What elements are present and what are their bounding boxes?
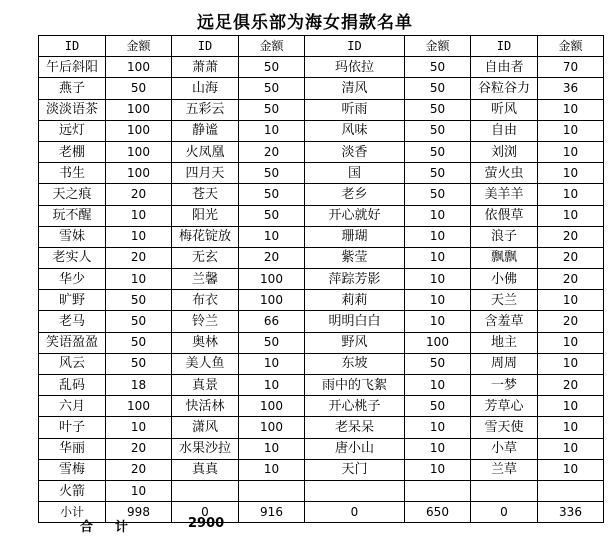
- id-cell: 老呆呆: [305, 417, 405, 438]
- id-cell: 自由: [471, 120, 538, 141]
- table-row: [39, 417, 604, 438]
- amount-cell: 20: [239, 141, 305, 162]
- id-cell: 梅花锭放: [172, 226, 239, 247]
- header-id: ID: [39, 36, 106, 57]
- id-cell: 周周: [471, 353, 538, 374]
- amount-cell: 10: [239, 353, 305, 374]
- table-row: [39, 480, 604, 501]
- id-cell: 依偎草: [471, 205, 538, 226]
- id-cell: 美羊羊: [471, 184, 538, 205]
- id-cell: 野风: [305, 332, 405, 353]
- amount-cell: 100: [239, 396, 305, 417]
- id-cell: 小计: [39, 502, 106, 523]
- amount-cell: 10: [538, 417, 604, 438]
- amount-cell: 10: [538, 205, 604, 226]
- amount-cell: 10: [405, 226, 471, 247]
- id-cell: 萤火虫: [471, 163, 538, 184]
- amount-cell: [538, 480, 604, 501]
- id-cell: 无玄: [172, 247, 239, 268]
- id-cell: 六月: [39, 396, 106, 417]
- id-cell: 紫莹: [305, 247, 405, 268]
- id-cell: 华丽: [39, 438, 106, 459]
- amount-cell: 10: [538, 459, 604, 480]
- table-row: [39, 141, 604, 162]
- amount-cell: 20: [538, 226, 604, 247]
- id-cell: 风云: [39, 353, 106, 374]
- amount-cell: 916: [239, 502, 305, 523]
- header-id: ID: [172, 36, 239, 57]
- id-cell: 小佛: [471, 269, 538, 290]
- amount-cell: 10: [405, 438, 471, 459]
- id-cell: 谷粒谷力: [471, 78, 538, 99]
- total-label: 合计: [80, 520, 151, 535]
- id-cell: 小草: [471, 438, 538, 459]
- amount-cell: 10: [538, 99, 604, 120]
- amount-cell: 50: [106, 311, 172, 332]
- amount-cell: 20: [106, 184, 172, 205]
- amount-cell: 998: [106, 502, 172, 523]
- amount-cell: 10: [106, 480, 172, 501]
- id-cell: 苍天: [172, 184, 239, 205]
- id-cell: 含羞草: [471, 311, 538, 332]
- amount-cell: 50: [239, 184, 305, 205]
- id-cell: 奥林: [172, 332, 239, 353]
- id-cell: 0: [471, 502, 538, 523]
- amount-cell: 50: [239, 163, 305, 184]
- amount-cell: 10: [538, 438, 604, 459]
- header-amount: 金额: [538, 36, 604, 57]
- amount-cell: 10: [538, 396, 604, 417]
- id-cell: 莉莉: [305, 290, 405, 311]
- table-row: [39, 290, 604, 311]
- amount-cell: 50: [405, 57, 471, 78]
- id-cell: 雪梅: [39, 459, 106, 480]
- amount-cell: 50: [405, 120, 471, 141]
- id-cell: 真景: [172, 375, 239, 396]
- amount-cell: 50: [106, 332, 172, 353]
- amount-cell: 20: [106, 438, 172, 459]
- id-cell: 旷野: [39, 290, 106, 311]
- id-cell: 铃兰: [172, 311, 239, 332]
- id-cell: 明明白白: [305, 311, 405, 332]
- id-cell: 老实人: [39, 247, 106, 268]
- id-cell: 萍踪芳影: [305, 269, 405, 290]
- amount-cell: 100: [405, 332, 471, 353]
- amount-cell: 20: [538, 269, 604, 290]
- id-cell: 淡香: [305, 141, 405, 162]
- amount-cell: 20: [538, 375, 604, 396]
- amount-cell: 66: [239, 311, 305, 332]
- table-row: [39, 396, 604, 417]
- amount-cell: 50: [239, 57, 305, 78]
- id-cell: 0: [172, 502, 239, 523]
- id-cell: 燕子: [39, 78, 106, 99]
- id-cell: [471, 480, 538, 501]
- id-cell: 一梦: [471, 375, 538, 396]
- id-cell: 雪天使: [471, 417, 538, 438]
- amount-cell: 50: [405, 99, 471, 120]
- id-cell: 风味: [305, 120, 405, 141]
- id-cell: 兰馨: [172, 269, 239, 290]
- table-row: [39, 375, 604, 396]
- amount-cell: 20: [538, 247, 604, 268]
- amount-cell: 10: [106, 417, 172, 438]
- id-cell: 天之痕: [39, 184, 106, 205]
- id-cell: 雨中的飞絮: [305, 375, 405, 396]
- id-cell: 午后斜阳: [39, 57, 106, 78]
- id-cell: 听风: [471, 99, 538, 120]
- table-row: [39, 226, 604, 247]
- id-cell: 水果沙拉: [172, 438, 239, 459]
- total-value: 2900: [188, 516, 225, 531]
- header-amount: 金额: [239, 36, 305, 57]
- table-row: [39, 184, 604, 205]
- id-cell: 唐小山: [305, 438, 405, 459]
- id-cell: 静谧: [172, 120, 239, 141]
- id-cell: 华少: [39, 269, 106, 290]
- amount-cell: 10: [239, 375, 305, 396]
- id-cell: 乱码: [39, 375, 106, 396]
- amount-cell: 36: [538, 78, 604, 99]
- id-cell: 珊瑚: [305, 226, 405, 247]
- id-cell: 飘飘: [471, 247, 538, 268]
- amount-cell: 10: [405, 311, 471, 332]
- amount-cell: 10: [538, 353, 604, 374]
- amount-cell: 50: [239, 99, 305, 120]
- table-row: [39, 353, 604, 374]
- table-row: [39, 311, 604, 332]
- id-cell: 老乡: [305, 184, 405, 205]
- amount-cell: 50: [106, 353, 172, 374]
- id-cell: 快活林: [172, 396, 239, 417]
- id-cell: 0: [305, 502, 405, 523]
- amount-cell: 20: [239, 247, 305, 268]
- id-cell: 东坡: [305, 353, 405, 374]
- header-amount: 金额: [106, 36, 172, 57]
- id-cell: 美人鱼: [172, 353, 239, 374]
- amount-cell: 650: [405, 502, 471, 523]
- amount-cell: 10: [405, 269, 471, 290]
- id-cell: 兰草: [471, 459, 538, 480]
- amount-cell: 18: [106, 375, 172, 396]
- id-cell: 地主: [471, 332, 538, 353]
- amount-cell: 10: [239, 120, 305, 141]
- amount-cell: 50: [405, 184, 471, 205]
- id-cell: 笑语盈盈: [39, 332, 106, 353]
- id-cell: 自由者: [471, 57, 538, 78]
- amount-cell: 100: [106, 163, 172, 184]
- id-cell: 山海: [172, 78, 239, 99]
- id-cell: 开心就好: [305, 205, 405, 226]
- amount-cell: 10: [538, 332, 604, 353]
- table-row: [39, 99, 604, 120]
- table-row: [39, 332, 604, 353]
- id-cell: 玛依拉: [305, 57, 405, 78]
- table-row: [39, 120, 604, 141]
- id-cell: 开心桃子: [305, 396, 405, 417]
- amount-cell: [239, 480, 305, 501]
- amount-cell: 10: [239, 226, 305, 247]
- header-row: [39, 36, 604, 57]
- amount-cell: [405, 480, 471, 501]
- amount-cell: 10: [405, 290, 471, 311]
- amount-cell: 10: [405, 247, 471, 268]
- table-row: [39, 247, 604, 268]
- id-cell: 火箭: [39, 480, 106, 501]
- header-id: ID: [305, 36, 405, 57]
- amount-cell: 100: [106, 57, 172, 78]
- id-cell: 布衣: [172, 290, 239, 311]
- amount-cell: 20: [538, 311, 604, 332]
- amount-cell: 50: [405, 396, 471, 417]
- id-cell: 五彩云: [172, 99, 239, 120]
- id-cell: 萧萧: [172, 57, 239, 78]
- id-cell: 芳草心: [471, 396, 538, 417]
- id-cell: 浪子: [471, 226, 538, 247]
- table-row: [39, 78, 604, 99]
- table-row: [39, 438, 604, 459]
- id-cell: 叶子: [39, 417, 106, 438]
- id-cell: 潇风: [172, 417, 239, 438]
- id-cell: 天兰: [471, 290, 538, 311]
- page-title: 远足俱乐部为海女捐款名单: [197, 13, 413, 33]
- id-cell: 阳光: [172, 205, 239, 226]
- amount-cell: 10: [538, 163, 604, 184]
- amount-cell: 50: [239, 332, 305, 353]
- amount-cell: 50: [106, 78, 172, 99]
- amount-cell: 50: [405, 141, 471, 162]
- amount-cell: 100: [106, 99, 172, 120]
- amount-cell: 10: [106, 269, 172, 290]
- table-row: [39, 205, 604, 226]
- amount-cell: 336: [538, 502, 604, 523]
- id-cell: 淡淡语茶: [39, 99, 106, 120]
- amount-cell: 50: [239, 78, 305, 99]
- id-cell: 玩不醒: [39, 205, 106, 226]
- amount-cell: 70: [538, 57, 604, 78]
- amount-cell: 100: [106, 396, 172, 417]
- table-row: [39, 269, 604, 290]
- id-cell: 雪妹: [39, 226, 106, 247]
- amount-cell: 100: [239, 417, 305, 438]
- amount-cell: 10: [538, 184, 604, 205]
- amount-cell: 100: [239, 290, 305, 311]
- amount-cell: 100: [106, 141, 172, 162]
- id-cell: 书生: [39, 163, 106, 184]
- amount-cell: 10: [405, 205, 471, 226]
- header-id: ID: [471, 36, 538, 57]
- amount-cell: 50: [239, 205, 305, 226]
- amount-cell: 10: [106, 226, 172, 247]
- table-row: [39, 163, 604, 184]
- amount-cell: 100: [106, 120, 172, 141]
- id-cell: [172, 480, 239, 501]
- id-cell: 远灯: [39, 120, 106, 141]
- amount-cell: 10: [538, 141, 604, 162]
- amount-cell: 10: [405, 459, 471, 480]
- amount-cell: 50: [405, 163, 471, 184]
- amount-cell: 20: [106, 247, 172, 268]
- id-cell: 四月天: [172, 163, 239, 184]
- header-amount: 金额: [405, 36, 471, 57]
- id-cell: [305, 480, 405, 501]
- id-cell: 天门: [305, 459, 405, 480]
- id-cell: 真真: [172, 459, 239, 480]
- id-cell: 国: [305, 163, 405, 184]
- amount-cell: 10: [405, 417, 471, 438]
- amount-cell: 50: [405, 353, 471, 374]
- id-cell: 老马: [39, 311, 106, 332]
- amount-cell: 10: [106, 205, 172, 226]
- amount-cell: 10: [538, 120, 604, 141]
- id-cell: 刘浏: [471, 141, 538, 162]
- amount-cell: 10: [239, 459, 305, 480]
- amount-cell: 10: [405, 375, 471, 396]
- donation-table: [38, 35, 604, 523]
- id-cell: 听雨: [305, 99, 405, 120]
- amount-cell: 20: [106, 459, 172, 480]
- table-row: [39, 57, 604, 78]
- amount-cell: 100: [239, 269, 305, 290]
- id-cell: 老棚: [39, 141, 106, 162]
- amount-cell: 10: [538, 290, 604, 311]
- amount-cell: 50: [405, 78, 471, 99]
- amount-cell: 50: [106, 290, 172, 311]
- amount-cell: 10: [239, 438, 305, 459]
- id-cell: 火凤凰: [172, 141, 239, 162]
- id-cell: 清风: [305, 78, 405, 99]
- table-row: [39, 459, 604, 480]
